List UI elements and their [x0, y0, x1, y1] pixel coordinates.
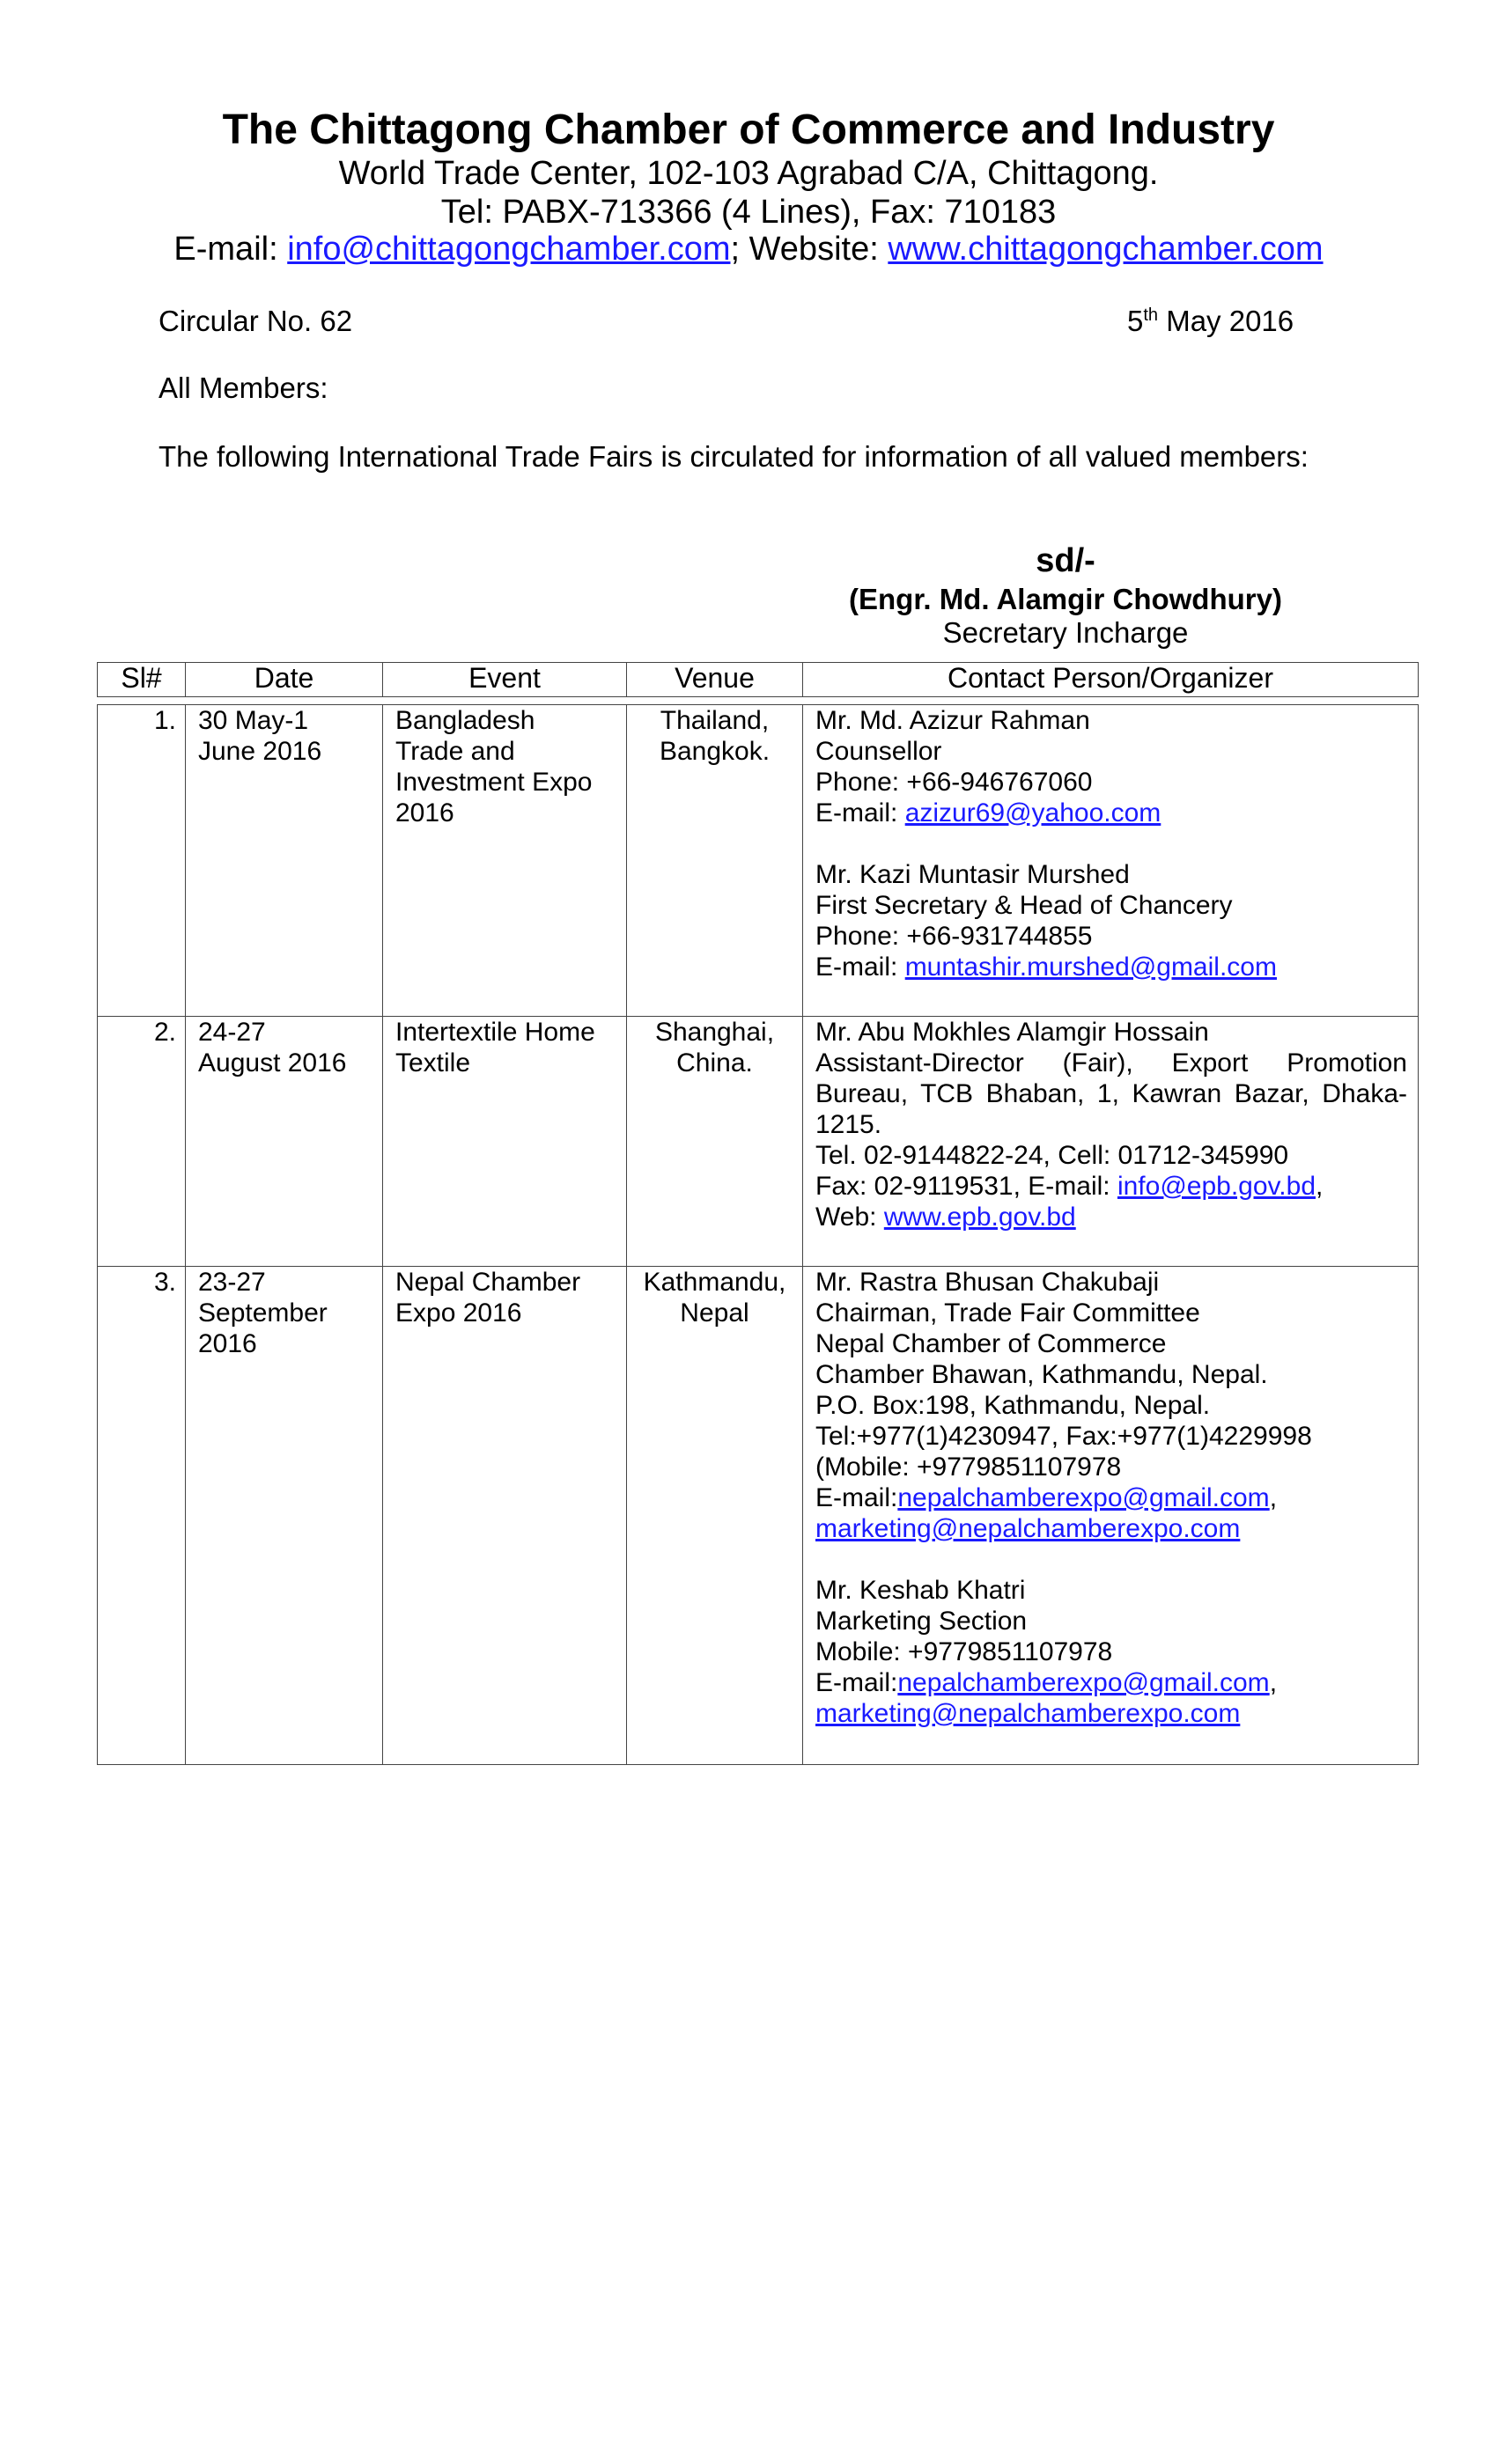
contact-org: Nepal Chamber of Commerce — [815, 1329, 1167, 1358]
contact-mobile: Mobile: +9779851107978 — [815, 1637, 1113, 1666]
website-label: ; Website: — [730, 231, 879, 268]
org-contact-line — [0, 231, 1497, 268]
header-date: Date — [186, 663, 383, 697]
contact-title: First Secretary & Head of Chancery — [815, 891, 1233, 920]
signatory-name: (Engr. Md. Alamgir Chowdhury) — [849, 583, 1282, 615]
cell-date: 23-27 September 2016 — [186, 1267, 383, 1765]
contact-title: Marketing Section — [815, 1607, 1028, 1636]
org-address: World Trade Center, 102-103 Agrabad C/A, Chittagong. — [338, 155, 1159, 192]
signatory-role: Secretary Incharge — [942, 616, 1189, 649]
contact-email-link[interactable]: azizur69@yahoo.com — [904, 798, 1161, 827]
circular-number: Circular No. 62 — [159, 305, 353, 337]
org-title: The Chittagong Chamber of Commerce and Industry — [222, 107, 1275, 153]
cell-date: 24-27 August 2016 — [186, 1017, 383, 1267]
header-sl: Sl# — [98, 663, 186, 697]
table-row — [98, 1267, 1419, 1765]
cell-sl: 3. — [98, 1267, 186, 1765]
contact-name: Mr. Rastra Bhusan Chakubaji — [815, 1268, 1160, 1297]
org-website-link[interactable]: www.chittagongchamber.com — [888, 231, 1324, 268]
contact-title: Chairman, Trade Fair Committee — [815, 1298, 1200, 1328]
email-label: E-mail: — [173, 231, 278, 268]
contact-email-link[interactable]: nepalchamberexpo@gmail.com — [897, 1668, 1270, 1697]
contact-tel: Tel. 02-9144822-24, Cell: 01712-345990 — [815, 1141, 1289, 1170]
cell-sl: 1. — [98, 705, 186, 1017]
contact-web-link[interactable]: www.epb.gov.bd — [883, 1203, 1076, 1232]
trade-fairs-table — [97, 662, 1419, 1765]
header-contact: Contact Person/Organizer — [803, 663, 1419, 697]
contact-email-link[interactable]: marketing@nepalchamberexpo.com — [815, 1514, 1241, 1543]
cell-venue: Thailand, Bangkok. — [627, 705, 803, 1017]
cell-venue: Kathmandu, Nepal — [627, 1267, 803, 1765]
signature-sd: sd/- — [1036, 542, 1095, 579]
cell-sl: 2. — [98, 1017, 186, 1267]
contact-tel: Tel:+977(1)4230947, Fax:+977(1)4229998 — [815, 1422, 1312, 1451]
contact-name: Mr. Abu Mokhles Alamgir Hossain — [815, 1018, 1209, 1047]
contact-address: Chamber Bhawan, Kathmandu, Nepal. — [815, 1360, 1268, 1389]
contact-name: Mr. Md. Azizur Rahman — [815, 706, 1090, 735]
cell-event: Bangladesh Trade and Investment Expo 2016 — [383, 705, 627, 1017]
salutation: All Members: — [159, 371, 328, 404]
contact-name: Mr. Keshab Khatri — [815, 1576, 1026, 1605]
contact-title: Counsellor — [815, 737, 942, 766]
cell-date: 30 May-1 June 2016 — [186, 705, 383, 1017]
contact-email-link[interactable]: muntashir.murshed@gmail.com — [904, 953, 1277, 982]
contact-email-link[interactable]: info@epb.gov.bd — [1117, 1172, 1316, 1201]
cell-event: Nepal Chamber Expo 2016 — [383, 1267, 627, 1765]
org-email-link[interactable]: info@chittagongchamber.com — [287, 231, 731, 268]
cell-event: Intertextile Home Textile — [383, 1017, 627, 1267]
intro-text: The following International Trade Fairs is circulated for information of all valued members: — [159, 440, 1309, 473]
cell-contact: Mr. Abu Mokhles Alamgir Hossain Assistant-Director (Fair), Export Promotion Bureau, TCB Bhaban, 1, Kawran Bazar, Dhaka-1215. Tel. 02-9144822-24, Cell: 01712-345990 Fax: 02-9119531, E-mail: info@epb.gov.bd, Web: www.epb.gov.bd — [803, 1017, 1419, 1267]
contact-pobox: P.O. Box:198, Kathmandu, Nepal. — [815, 1391, 1211, 1420]
contact-mobile: (Mobile: +9779851107978 — [815, 1453, 1122, 1482]
header-event: Event — [383, 663, 627, 697]
contact-phone: Phone: +66-946767060 — [815, 768, 1093, 797]
cell-contact: Mr. Md. Azizur Rahman Counsellor Phone: +66-946767060 E-mail: azizur69@yahoo.com Mr. Kazi Muntasir Murshed First Secretary & Head of Chancery Phone: +66-931744855 E-mail: muntashir.murshed@gmail.com — [803, 705, 1419, 1017]
cell-venue: Shanghai, China. — [627, 1017, 803, 1267]
header-venue: Venue — [627, 663, 803, 697]
contact-email-link[interactable]: nepalchamberexpo@gmail.com — [897, 1483, 1270, 1512]
contact-phone: Phone: +66-931744855 — [815, 922, 1093, 951]
contact-title: Assistant-Director (Fair), Export Promotion Bureau, TCB Bhaban, 1, Kawran Bazar, Dhaka-1215. — [815, 1048, 1407, 1139]
contact-name: Mr. Kazi Muntasir Murshed — [815, 860, 1130, 889]
table-row — [98, 705, 1419, 1017]
circular-date: 5th May 2016 — [1127, 305, 1294, 337]
contact-email-link[interactable]: marketing@nepalchamberexpo.com — [815, 1699, 1241, 1728]
org-telfax: Tel: PABX-713366 (4 Lines), Fax: 710183 — [440, 194, 1057, 231]
table-row — [98, 1017, 1419, 1267]
cell-contact: Mr. Rastra Bhusan Chakubaji Chairman, Trade Fair Committee Nepal Chamber of Commerce Chamber Bhawan, Kathmandu, Nepal. P.O. Box:198, Kathmandu, Nepal. Tel:+977(1)4230947, Fax:+977(1)4229998 (Mobile: +9779851107978 E-mail:nepalchamberexpo@gmail.com, marketing@nepalchamberexpo.com Mr. Keshab Khatri Marketing Section Mobile: +9779851107978 E-mail:nepalchamberexpo@gmail.com, marketing@nepalchamberexpo.com — [803, 1267, 1419, 1765]
table-header-row — [98, 663, 1419, 697]
